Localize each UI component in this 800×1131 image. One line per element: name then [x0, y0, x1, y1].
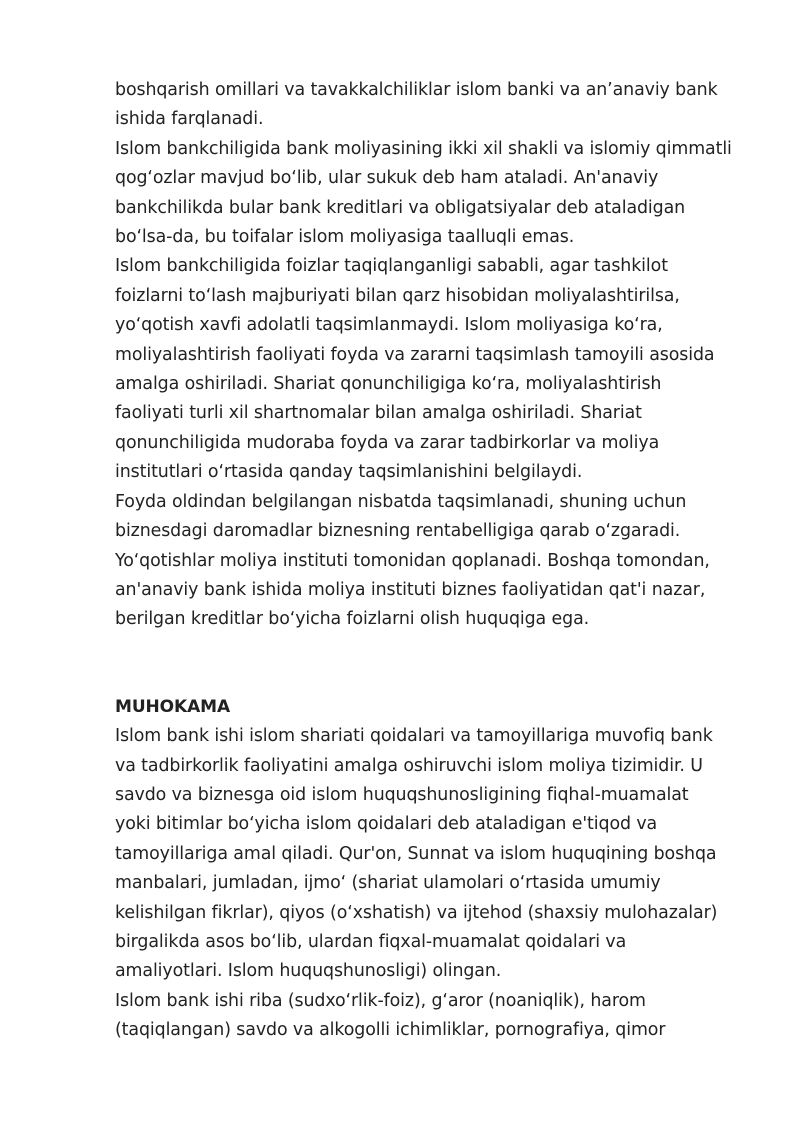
paragraph-interest-prohibition: Islom bankchiligida foizlar taqiqlanganligi sababli, agar tashkilot foizlarni to‘lash majburiyati bilan qarz hisobidan moliyalashtirilsa, yo‘qotish xavfi adolatli taqsimlanmaydi. Islom moliyasiga ko‘ra, moliyalashtirish faoliyati foyda va zararni taqsimlash tamoyili asosida amalga oshiriladi. Shariat qonunchiligiga ko‘ra, moliyalashtirish faoliyati turli xil shartnomalar bilan amalga oshiriladi. Shariat qonunchiligida mudoraba foyda va zarar tadbirkorlar va moliya institutlari o‘rtasida qanday taqsimlanishini belgilaydi.	[115, 256, 715, 483]
paragraph-prohibitions: Islom bank ishi riba (sudxo‘rlik-foiz), g‘aror (noaniqlik), harom (taqiqlangan) savdo va alkogolli ichimliklar, pornografiya, qimor	[115, 990, 666, 1041]
paragraph-islamic-banking-definition: Islom bank ishi islom shariati qoidalari va tamoyillariga muvofiq bank va tadbirkorlik faoliyatini amalga oshiruvchi islom moliya tizimidir. U savdo va biznesga oid islom huquqshunosligining fiqhal-muamalat yoki bitimlar bo‘yicha islom qoidalari deb ataladigan e'tiqod va tamoyillariga amal qiladi. Qur'on, Sunnat va islom huquqining boshqa manbalari, jumladan, ijmo‘ (shariat ulamolari o‘rtasida umumiy kelishilgan fikrlar), qiyos (o‘xshatish) va ijtehod (shaxsiy mulohazalar) birgalikda asos bo‘lib, ulardan fiqxal-muamalat qoidalari va amaliyotlari. Islom huquqshunosligi) olingan.	[115, 726, 718, 982]
section-heading-discussion: MUHOKAMA	[115, 696, 231, 717]
paragraph-profit-sharing: Foyda oldindan belgilangan nisbatda taqsimlanadi, shuning uchun biznesdagi daromadlar biznesning rentabelligiga qarab o‘zgaradi. Yo‘qotishlar moliya instituti tomonidan qoplanadi. Boshqa tomondan, an'anaviy bank ishida moliya instituti biznes faoliyatidan qat'i nazar, berilgan kreditlar bo‘yicha foizlarni olish huquqiga ega.	[115, 491, 710, 630]
paragraph-sukuk: Islom bankchiligida bank moliyasining ikki xil shakli va islomiy qimmatli qog‘ozlar mavjud bo‘lib, ular sukuk deb ham ataladi. An'anaviy bankchilikda bular bank kreditlari va obligatsiyalar deb ataladigan bo‘lsa-da, bu toifalar islom moliyasiga taalluqli emas.	[115, 138, 732, 248]
document-page	[115, 76, 755, 1046]
paragraph-risk-factors: boshqarish omillari va tavakkalchiliklar islom banki va an’anaviy bank ishida farqlanadi.	[115, 80, 718, 130]
